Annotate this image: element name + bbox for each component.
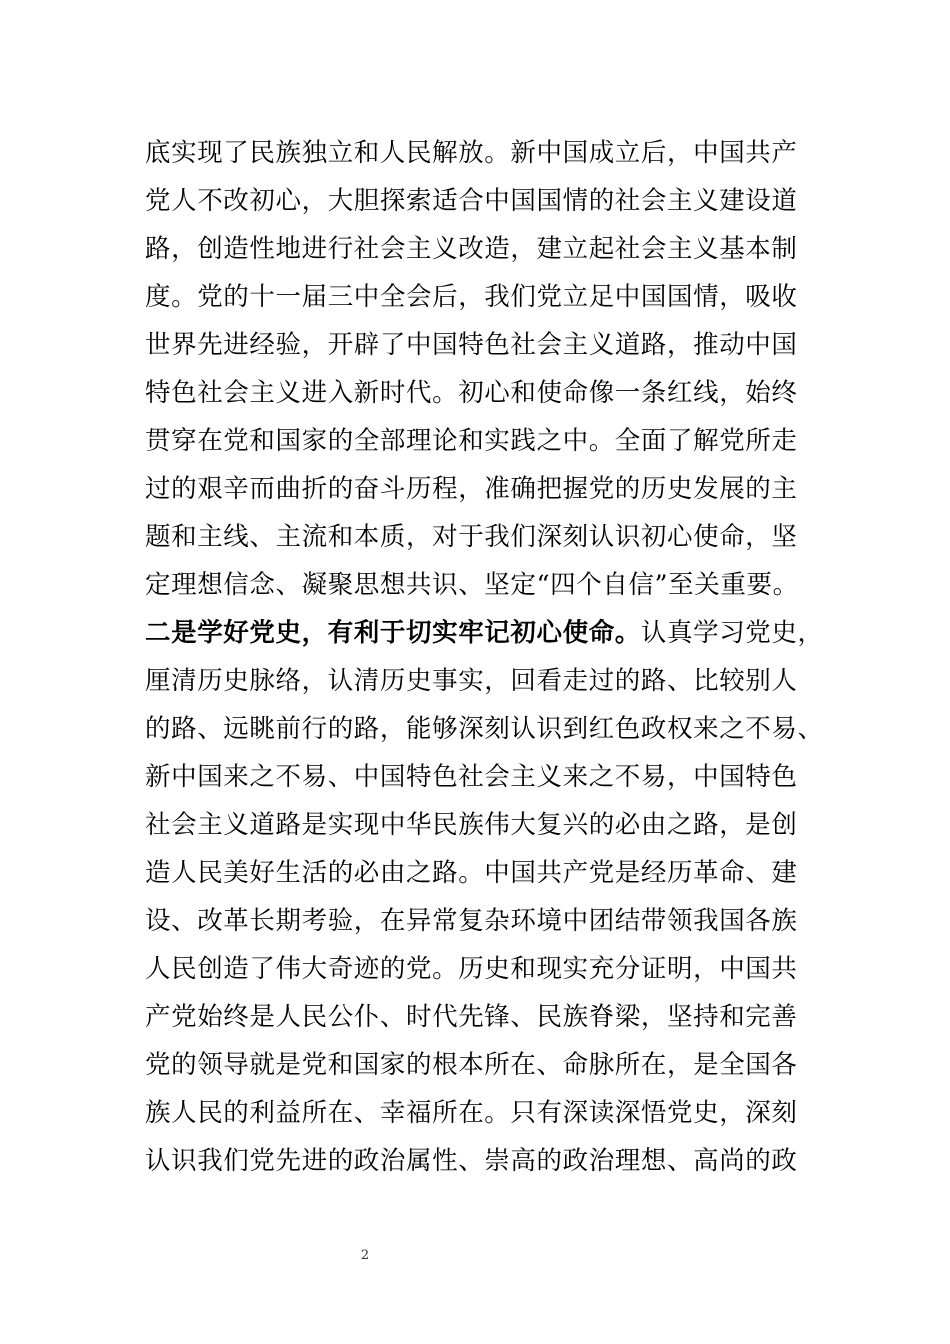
text-line: 题和主线、主流和本质，对于我们深刻认识初心使命，坚 xyxy=(145,522,798,552)
text-line: 新中国来之不易、中国特色社会主义来之不易，中国特色 xyxy=(145,762,798,792)
text-line: 定理想信念、凝聚思想共识、坚定“四个自信”至关重要。 xyxy=(145,570,799,600)
text-line: 路，创造性地进行社会主义改造，建立起社会主义基本制 xyxy=(145,234,798,264)
text-line: 的路、远眺前行的路，能够深刻认识到红色政权来之不易、 xyxy=(145,714,824,744)
text-line: 社会主义道路是实现中华民族伟大复兴的必由之路，是创 xyxy=(145,810,798,840)
text-line: 世界先进经验，开辟了中国特色社会主义道路，推动中国 xyxy=(145,330,798,360)
text-line: 度。党的十一届三中全会后，我们党立足中国国情，吸收 xyxy=(145,282,798,312)
text-line: 产党始终是人民公仆、时代先锋、民族脊梁，坚持和完善 xyxy=(145,1002,798,1032)
text-line: 设、改革长期考验，在异常复杂环境中团结带领我国各族 xyxy=(145,906,798,936)
text-line: 党人不改初心，大胆探索适合中国国情的社会主义建设道 xyxy=(145,186,798,216)
text-line: 过的艰辛而曲折的奋斗历程，准确把握党的历史发展的主 xyxy=(145,474,798,504)
text-line: 族人民的利益所在、幸福所在。只有深读深悟党史，深刻 xyxy=(145,1098,798,1128)
heading-line xyxy=(145,613,825,653)
text-line: 底实现了民族独立和人民解放。新中国成立后，中国共产 xyxy=(145,138,798,168)
heading-continuation: 认真学习党史， xyxy=(640,618,824,648)
text-line: 党的领导就是党和国家的根本所在、命脉所在，是全国各 xyxy=(145,1050,798,1080)
text-line: 认识我们党先进的政治属性、崇高的政治理想、高尚的政 xyxy=(145,1146,798,1176)
page-number: 2 xyxy=(360,1248,370,1263)
text-line: 造人民美好生活的必由之路。中国共产党是经历革命、建 xyxy=(145,858,798,888)
text-line: 厘清历史脉络，认清历史事实，回看走过的路、比较别人 xyxy=(145,666,798,696)
text-line: 贯穿在党和国家的全部理论和实践之中。全面了解党所走 xyxy=(145,426,798,456)
text-line: 特色社会主义进入新时代。初心和使命像一条红线，始终 xyxy=(145,378,798,408)
bold-heading: 二是学好党史，有利于切实牢记初心使命。 xyxy=(145,618,641,648)
text-line: 人民创造了伟大奇迹的党。历史和现实充分证明，中国共 xyxy=(145,954,798,984)
